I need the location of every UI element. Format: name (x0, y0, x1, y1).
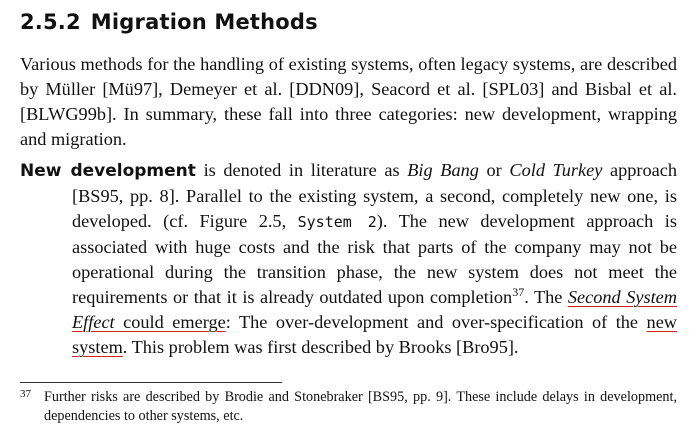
new-development-paragraph (20, 158, 677, 360)
term-new-development: New development (20, 161, 196, 181)
text-segment: . The (524, 287, 568, 307)
footnote-text: Further risks are described by Brodie and Stonebraker [BS95, pp. 9]. These include delays in development, dependencies to other systems, etc. (44, 389, 677, 424)
intro-paragraph: Various methods for the handling of existing systems, often legacy systems, are described by Müller [Mü97], Demeyer et al. [DDN09], Seacord et al. [SPL03] and Bisbal et al. [BLWG99b]. In summary, these fall into three categories: new development, wrapping and migration. (20, 54, 677, 149)
footnote-rule (20, 382, 282, 383)
code-system-2: System 2 (297, 213, 377, 231)
footnote: 37 Further risks are described by Brodie and Stonebraker [BS95, pp. 9]. These include delays in development, dependencies to other systems, etc. (20, 388, 677, 424)
section-heading (20, 8, 677, 36)
term-second-system-effect: Second System Effect (72, 287, 677, 332)
footnote-reference[interactable]: 37 (512, 285, 525, 299)
text-segment: . This problem was first described by Brooks [Bro95]. (122, 337, 519, 357)
underlined-could-emerge: could emerge (114, 312, 226, 332)
text-segment: : The over-development and over-specification of the (225, 312, 647, 332)
text-segment: ). The new development approach is associated with huge costs and the risk that parts of the company may not be operational during the transition phase, the new system does not meet the requirements or that it is already outdated upon completion (72, 211, 677, 307)
term-cold-turkey: Cold Turkey (509, 160, 603, 180)
text-segment: approach [BS95, pp. 8]. Parallel to the existing system, a second, completely new one, is developed. (cf. Figure 2.5, (72, 160, 677, 231)
section-number: 2.5.2 (20, 10, 81, 34)
underlined-new-system: new system (72, 312, 678, 357)
text-segment: is denoted in literature as (195, 160, 408, 180)
text-segment: or (478, 160, 510, 180)
section-title: Migration Methods (90, 10, 318, 34)
page-content (20, 8, 677, 360)
term-big-bang: Big Bang (407, 160, 479, 180)
